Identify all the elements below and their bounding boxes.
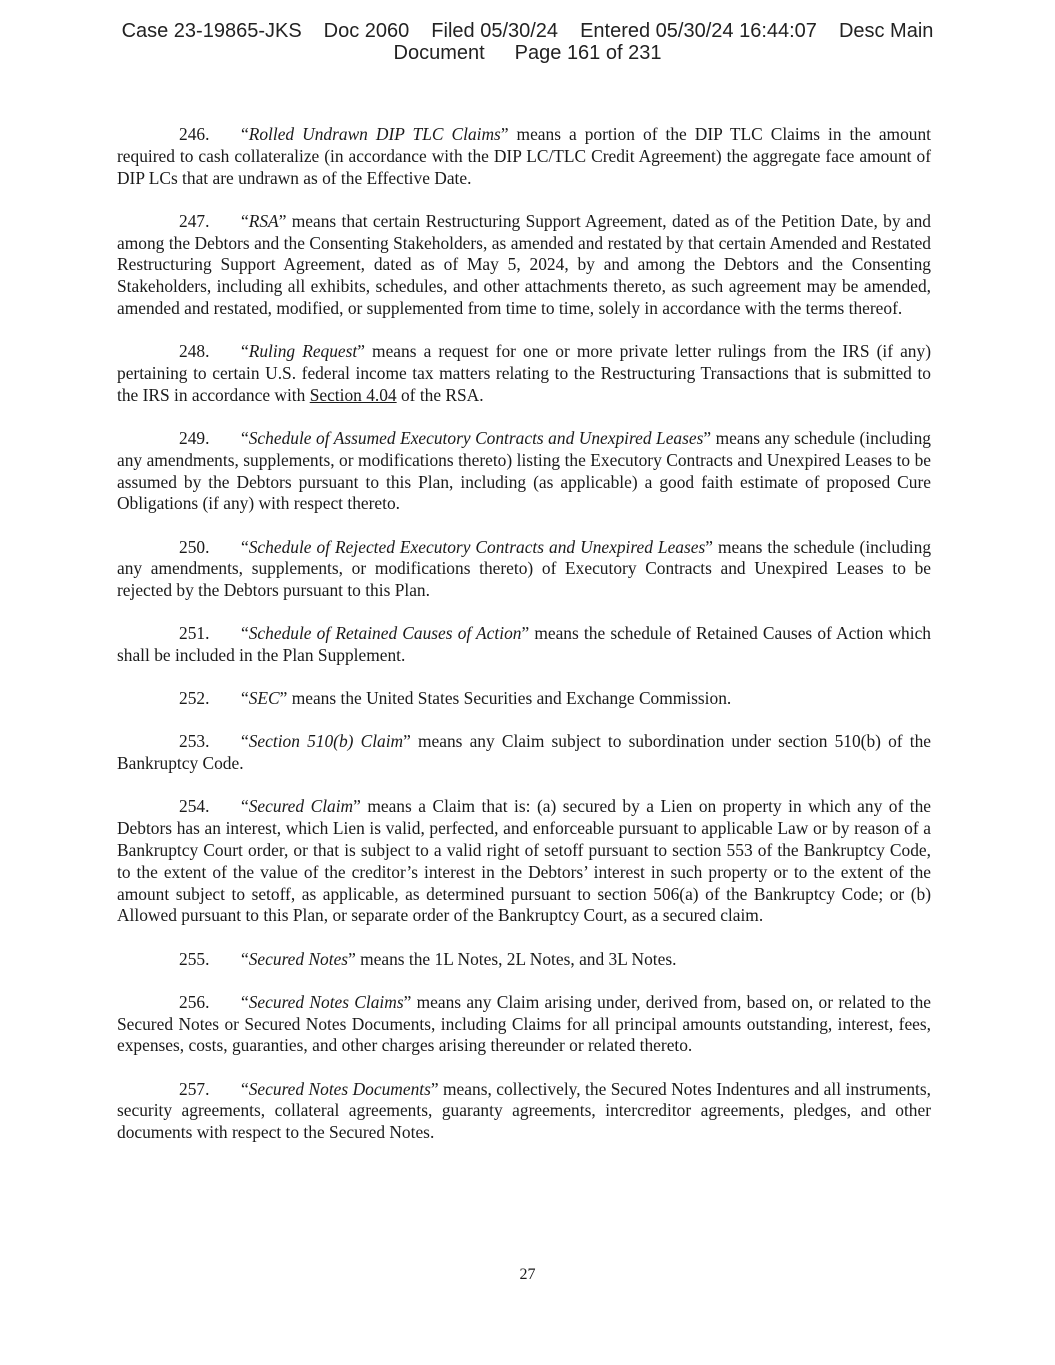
desc-label: Desc Main — [838, 20, 934, 42]
filing-header-line-1 — [0, 20, 1055, 42]
definition-text: ” means any Claim arising under, derived from, based on, or related to the Secured Notes or Secured Notes Documents, including Claims for all principal amounts outstanding, interest, fees, expenses, costs, guaranties, and other charges arising thereunder or related thereto. — [117, 991, 931, 1056]
doc-number: Doc 2060 — [323, 20, 410, 42]
paragraph-number: 249. — [179, 427, 210, 448]
defined-term: RSA — [248, 210, 279, 231]
defined-term: Schedule of Assumed Executory Contracts and Unexpired Leases — [248, 427, 704, 448]
definition-text: ” means a portion of the DIP TLC Claims in the amount required to cash collateralize (in accordance with the DIP LC/TLC Credit Agreement) the aggregate face amount of DIP LCs that are undrawn as of the Effective Date. — [117, 124, 931, 188]
definition-paragraph: 248. “Ruling Request” means a request for one or more private letter rulings from the IRS (if any) pertaining to certain U.S. federal income tax matters relating to the Restructuring Transactions that is submitted to the IRS in accordance with Section 4.04 of the RSA. — [117, 341, 931, 405]
case-number: Case 23-19865-JKS — [121, 20, 302, 42]
paragraph-number: 257. — [179, 1078, 210, 1099]
document-body — [117, 124, 931, 1165]
page-number: 27 — [519, 1266, 536, 1283]
definition-paragraph: 254. “Secured Claim” means a Claim that is: (a) secured by a Lien on property in which any of the Debtors has an interest, which Lien is valid, perfected, and enforceable pursuant to applicable Law or by reason of a Bankruptcy Court order, or that is subject to a valid right of setoff pursuant to section 553 of the Bankruptcy Code, to the extent of the value of the creditor’s interest in the Debtors’ interest in such property or to the extent of the amount subject to setoff, as applicable, as determined pursuant to section 506(a) of the Bankruptcy Code; or (b) Allowed pursuant to this Plan, or separate order of the Bankruptcy Court, as a secured claim. — [117, 796, 931, 926]
definition-text: ” means the United States Securities and Exchange Commission. — [279, 688, 732, 709]
defined-term: Schedule of Rejected Executory Contracts and Unexpired Leases — [248, 536, 706, 557]
paragraph-number: 248. — [179, 341, 210, 362]
paragraph-number: 255. — [179, 948, 210, 969]
definition-paragraph: 246. “Rolled Undrawn DIP TLC Claims” means a portion of the DIP TLC Claims in the amount required to cash collateralize (in accordance with the DIP LC/TLC Credit Agreement) the aggregate face amount of DIP LCs that are undrawn as of the Effective Date. — [117, 124, 931, 188]
definition-paragraph: 255. “Secured Notes” means the 1L Notes, 2L Notes, and 3L Notes. — [179, 948, 677, 969]
defined-term: Ruling Request — [248, 341, 358, 362]
defined-term: Rolled Undrawn DIP TLC Claims — [248, 124, 501, 144]
definition-text: ” means any Claim subject to subordination under section 510(b) of the Bankruptcy Code. — [117, 731, 932, 774]
definition-paragraph: 256. “Secured Notes Claims” means any Claim arising under, derived from, based on, or related to the Secured Notes or Secured Notes Documents, including Claims for all principal amounts outstanding, interest, fees, expenses, costs, guaranties, and other charges arising thereunder or related thereto. — [117, 991, 931, 1056]
definition-text: ” means any schedule (including any amendments, supplements, or modifications thereto) listing the Executory Contracts and Unexpired Leases to be assumed by the Debtors pursuant to this Plan, including (as applicable) a good faith estimate of proposed Cure Obligations (if any) with respect thereto. — [117, 427, 931, 514]
paragraph-number: 254. — [179, 796, 210, 817]
paragraph-number: 253. — [179, 731, 210, 752]
paragraph-number: 250. — [179, 536, 210, 557]
definition-paragraph: 253. “Section 510(b) Claim” means any Claim subject to subordination under section 510(b) of the Bankruptcy Code. — [117, 731, 932, 774]
filing-header — [0, 20, 1055, 64]
paragraph-number: 256. — [179, 991, 210, 1012]
defined-term: Secured Claim — [248, 796, 354, 817]
definition-text-after: of the RSA. — [396, 384, 484, 405]
defined-term: Secured Notes Documents — [248, 1078, 431, 1099]
filed-date: Filed 05/30/24 — [431, 20, 559, 42]
definition-paragraph: 247. “RSA” means that certain Restructuring Support Agreement, dated as of the Petition Date, by and among the Debtors and the Consenting Stakeholders, as amended and restated by that certain Amended and Restated Restructuring Support Agreement, dated as of May 5, 2024, by and among the Debtors and the Consenting Stakeholders, including all exhibits, schedules, and other attachments thereto, as such agreement may be amended, amended and restated, modified, or supplemented from time to time, solely in accordance with the terms thereof. — [117, 210, 931, 318]
entered-date: Entered 05/30/24 16:44:07 — [580, 20, 817, 42]
definition-text: ” means the schedule of Retained Causes of Action which shall be included in the Plan Supplement. — [117, 623, 931, 666]
defined-term: Schedule of Retained Causes of Action — [248, 623, 522, 644]
paragraph-number: 251. — [179, 623, 210, 644]
definition-text: ” means a Claim that is: (a) secured by a Lien on property in which any of the Debtors has an interest, which Lien is valid, perfected, and enforceable pursuant to applicable Law or by reason of a Bankruptcy Court order, or that is subject to a valid right of setoff pursuant to section 553 of the Bankruptcy Code, to the extent of the value of the creditor’s interest in the Debtors’ interest in such property or to the extent of the amount subject to setoff, as applicable, as determined pursuant to section 506(a) of the Bankruptcy Code; or (b) Allowed pursuant to this Plan, or separate order of the Bankruptcy Court, as a secured claim. — [117, 796, 931, 926]
definition-paragraph: 257. “Secured Notes Documents” means, collectively, the Secured Notes Indentures and all instruments, security agreements, collateral agreements, guaranty agreements, intercreditor agreements, pledges, and other documents with respect to the Secured Notes. — [117, 1078, 931, 1143]
definition-paragraph: 249. “Schedule of Assumed Executory Contracts and Unexpired Leases” means any schedule (including any amendments, supplements, or modifications thereto) listing the Executory Contracts and Unexpired Leases to be assumed by the Debtors pursuant to this Plan, including (as applicable) a good faith estimate of proposed Cure Obligations (if any) with respect thereto. — [117, 427, 931, 514]
paragraph-number: 247. — [179, 210, 210, 231]
page-indicator: Page 161 of 231 — [514, 42, 662, 64]
filing-header-line-2 — [0, 42, 1055, 64]
definition-text: ” means that certain Restructuring Support Agreement, dated as of the Petition Date, by and among the Debtors and the Consenting Stakeholders, as amended and restated by that certain Amended and Restated Restructuring Support Agreement, dated as of May 5, 2024, by and among the Debtors and the Consenting Stakeholders, including all exhibits, schedules, and other attachments thereto, as such agreement may be amended, amended and restated, modified, or supplemented from time to time, solely in accordance with the terms thereof. — [117, 210, 931, 318]
definition-text: ” means a request for one or more private letter rulings from the IRS (if any) pertaining to certain U.S. federal income tax matters relating to the Restructuring Transactions that is submitted to the IRS in accordance with — [117, 341, 931, 405]
definition-paragraph: 252. “SEC” means the United States Securities and Exchange Commission. — [179, 688, 732, 709]
paragraph-number: 252. — [179, 688, 210, 709]
definition-text: ” means the 1L Notes, 2L Notes, and 3L Notes. — [348, 948, 677, 969]
paragraph-number: 246. — [179, 124, 210, 144]
defined-term: SEC — [248, 688, 280, 709]
document-label: Document — [393, 42, 485, 64]
defined-term: Secured Notes — [248, 948, 349, 969]
section-reference: Section 4.04 — [309, 384, 397, 405]
defined-term: Secured Notes Claims — [248, 991, 404, 1012]
defined-term: Section 510(b) Claim — [248, 731, 404, 752]
definition-text: ” means the schedule (including any amendments, supplements, or modifications thereto) of Executory Contracts and Unexpired Leases to be rejected by the Debtors pursuant to this Plan. — [117, 536, 932, 601]
definition-text: ” means, collectively, the Secured Notes Indentures and all instruments, security agreements, collateral agreements, guaranty agreements, intercreditor agreements, pledges, and other documents with respect to the Secured Notes. — [117, 1078, 931, 1143]
definition-paragraph: 250. “Schedule of Rejected Executory Contracts and Unexpired Leases” means the schedule (including any amendments, supplements, or modifications thereto) of Executory Contracts and Unexpired Leases to be rejected by the Debtors pursuant to this Plan. — [117, 536, 932, 601]
definition-paragraph: 251. “Schedule of Retained Causes of Action” means the schedule of Retained Causes of Action which shall be included in the Plan Supplement. — [117, 623, 931, 666]
